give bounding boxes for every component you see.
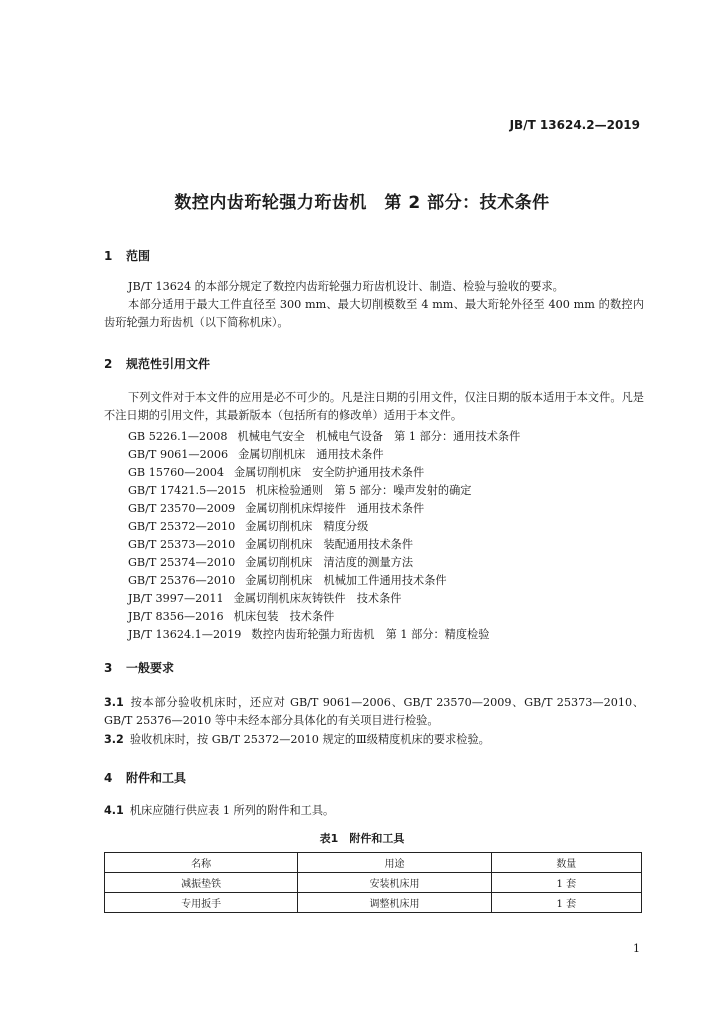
reference-title: 机床检验通则 第 5 部分：噪声发射的确定: [255, 484, 472, 497]
reference-code: GB 5226.1—2008: [128, 430, 228, 443]
reference-item: [128, 518, 648, 536]
section-number: 1: [104, 249, 113, 263]
reference-code: GB 15760—2004: [128, 466, 224, 479]
table-cell: 1 套: [491, 893, 641, 913]
clause-number: 3.2: [104, 733, 124, 746]
table-cell: 安装机床用: [298, 873, 491, 893]
clause-4-1: [104, 802, 644, 820]
section-number: 4: [104, 771, 113, 785]
clause-3-2: [104, 731, 644, 749]
reference-code: GB/T 9061—2006: [128, 448, 229, 461]
reference-title: 金属切削机床 安全防护通用技术条件: [233, 466, 425, 479]
reference-item: [128, 482, 648, 500]
section-title: 一般要求: [126, 661, 175, 675]
clause-text: 按本部分验收机床时，还应对 GB/T 9061—2006、GB/T 23570—2009、GB/T 25373—2010、GB/T 25376—2010 等中未经本部分具体化的有关项目进行检验。: [104, 696, 644, 727]
reference-list: [128, 428, 648, 644]
table-cell: 减振垫铁: [105, 873, 298, 893]
references-intro: 下列文件对于本文件的应用是必不可少的。凡是注日期的引用文件，仅注日期的版本适用于本文件。凡是不注日期的引用文件，其最新版本（包括所有的修改单）适用于本文件。: [104, 391, 644, 422]
reference-item: [128, 572, 648, 590]
section-heading-normative-references: [104, 355, 210, 372]
table-cell: 调整机床用: [298, 893, 491, 913]
section-heading-general-requirements: [104, 659, 174, 676]
reference-item: [128, 590, 648, 608]
section-number: 2: [104, 357, 113, 371]
reference-code: JB/T 3997—2011: [128, 592, 224, 605]
reference-title: 金属切削机床 装配通用技术条件: [245, 538, 414, 551]
column-header-purpose: 用途: [298, 853, 491, 873]
section-title: 附件和工具: [126, 771, 187, 785]
reference-title: 金属切削机床灰铸铁件 技术条件: [233, 592, 402, 605]
scope-paragraph-1: JB/T 13624 的本部分规定了数控内齿珩轮强力珩齿机设计、制造、检验与验收的要求。: [128, 280, 564, 293]
reference-item: [128, 608, 648, 626]
section-title: 规范性引用文件: [126, 357, 211, 371]
reference-title: 金属切削机床 机械加工件通用技术条件: [245, 574, 447, 587]
page-number: 1: [633, 942, 640, 955]
clause-text: 机床应随行供应表 1 所列的附件和工具。: [129, 804, 335, 817]
reference-code: GB/T 25376—2010: [128, 574, 236, 587]
scope-paragraph-2: 本部分适用于最大工件直径至 300 mm、最大切削模数至 4 mm、最大珩轮外径至 400 mm 的数控内齿珩轮强力珩齿机（以下简称机床）。: [104, 298, 644, 329]
reference-title: 金属切削机床 精度分级: [245, 520, 369, 533]
reference-item: [128, 500, 648, 518]
accessories-table: [104, 852, 642, 913]
table-caption: 表1 附件和工具: [319, 832, 405, 845]
clause-number: 3.1: [104, 696, 124, 709]
reference-item: [128, 554, 648, 572]
reference-title: 机床包装 技术条件: [233, 610, 335, 623]
section-number: 3: [104, 661, 113, 675]
document-title: 数控内齿珩轮强力珩齿机 第 2 部分：技术条件: [174, 193, 550, 213]
reference-title: 金属切削机床 清洁度的测量方法: [245, 556, 414, 569]
clause-number: 4.1: [104, 804, 124, 817]
reference-code: JB/T 8356—2016: [128, 610, 224, 623]
reference-title: 金属切削机床焊接件 通用技术条件: [245, 502, 425, 515]
reference-code: GB/T 25373—2010: [128, 538, 236, 551]
reference-code: GB/T 23570—2009: [128, 502, 236, 515]
clause-text: 验收机床时，按 GB/T 25372—2010 规定的Ⅲ级精度机床的要求检验。: [129, 733, 490, 746]
reference-item: [128, 446, 648, 464]
reference-code: JB/T 13624.1—2019: [128, 628, 242, 641]
column-header-quantity: 数量: [491, 853, 641, 873]
reference-title: 机械电气安全 机械电气设备 第 1 部分：通用技术条件: [237, 430, 521, 443]
table-row: [105, 893, 642, 913]
table-cell: 专用扳手: [105, 893, 298, 913]
column-header-name: 名称: [105, 853, 298, 873]
table-row: [105, 873, 642, 893]
reference-title: 金属切削机床 通用技术条件: [238, 448, 384, 461]
reference-code: GB/T 25372—2010: [128, 520, 236, 533]
clause-3-1: [104, 694, 644, 730]
reference-title: 数控内齿珩轮强力珩齿机 第 1 部分：精度检验: [251, 628, 490, 641]
reference-item: [128, 464, 648, 482]
standard-code: JB/T 13624.2—2019: [509, 118, 640, 132]
section-heading-scope: [104, 247, 150, 264]
section-title: 范围: [126, 249, 151, 263]
reference-item: [128, 626, 648, 644]
table-header-row: [105, 853, 642, 873]
table-cell: 1 套: [491, 873, 641, 893]
reference-code: GB/T 25374—2010: [128, 556, 236, 569]
section-heading-accessories-tools: [104, 769, 186, 786]
reference-item: [128, 428, 648, 446]
reference-code: GB/T 17421.5—2015: [128, 484, 246, 497]
reference-item: [128, 536, 648, 554]
